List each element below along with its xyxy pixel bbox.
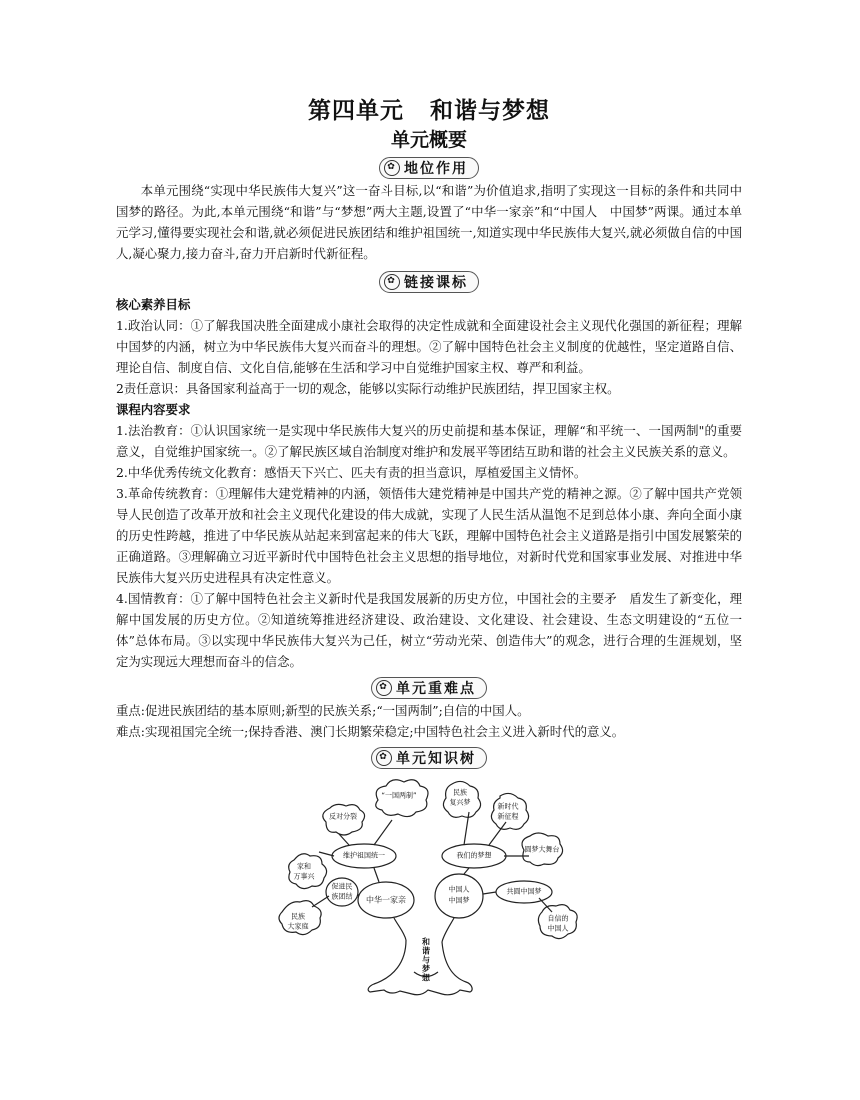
- tree-leaf-one-country: “一国两制”: [381, 791, 417, 800]
- core-goals-heading: 核心素养目标: [116, 297, 191, 312]
- standards-badge-wrap: [116, 268, 742, 292]
- tree-leaf-new-era: 新征程: [497, 812, 519, 821]
- unit-number: 第四单元: [308, 98, 404, 124]
- tree-leaf-realize-dream: 圆梦大舞台: [524, 845, 560, 854]
- tree-leaf-confident: 中国人: [547, 924, 569, 933]
- seal-icon: ✿: [384, 160, 400, 176]
- content-requirements-heading: 课程内容要求: [116, 402, 191, 417]
- tree-leaf-oppose-split: 反对分裂: [329, 812, 357, 821]
- core-goal-item: 1.政治认同：①了解我国决胜全面建成小康社会取得的决定性成就和全面建设社会主义现代化强国的新征程；理解中国梦的内涵，树立为中华民族伟大复兴而奋斗的理想。②了解中国特色社会主义制度的优越性，坚定道路自信、理论自信、制度自信、文化自信,能够在生活和学习中自觉维护国家主权、尊严和利益。: [116, 318, 742, 375]
- seal-icon: ✿: [376, 750, 392, 766]
- document-page: [116, 96, 742, 1004]
- unit-theme: 和谐与梦想: [430, 98, 550, 124]
- seal-icon: ✿: [376, 680, 392, 696]
- tree-node-lesson2a: 中国人: [448, 885, 470, 894]
- tree-node-promote: 促进民: [331, 882, 353, 891]
- core-goal-item: 2责任意识：具备国家利益高于一切的观念，能够以实际行动维护民族团结，捍卫国家主权。: [116, 381, 620, 396]
- tree-leaf-family: 大家庭: [287, 922, 309, 931]
- tree-leaf-revival: 民族: [453, 788, 467, 797]
- tree-badge: [371, 747, 487, 769]
- tree-node-dream: 我们的梦想: [456, 851, 492, 860]
- keypoints-badge-wrap: [116, 674, 742, 698]
- knowledge-tree-drawing: [274, 772, 604, 1004]
- standards-badge: [379, 271, 479, 293]
- keypoints-badge-label: 单元重难点: [396, 680, 476, 697]
- tree-node-lesson2b: 中国梦: [448, 896, 470, 905]
- tree-leaf-revival: 复兴梦: [449, 798, 471, 807]
- tree-badge-wrap: [116, 744, 742, 768]
- tree-leaf-home: 万事兴: [293, 872, 315, 881]
- overview-title: 单元概要: [390, 129, 467, 151]
- position-paragraph: 本单元围绕“实现中华民族伟大复兴”这一奋斗目标,以“和谐”为价值追求,指明了实现这一目标的条件和共同中国梦的路径。为此,本单元围绕“和谐”与“梦想”两大主题,设置了“中华一家亲”和“中国人 中国梦”两课。通过本单元学习,懂得要实现社会和谐,就必须促进民族团结和维护祖国统一,知道实现中华民族伟大复兴,就必须做自信的中国人,凝心聚力,接力奋斗,奋力开启新时代新征程。: [116, 183, 742, 261]
- tree-badge-label: 单元知识树: [396, 750, 476, 767]
- tree-node-unify: 维护祖国统一: [343, 851, 385, 860]
- tree-leaf-confident: 自信的: [547, 914, 569, 923]
- content-item: 3.革命传统教育：①理解伟大建党精神的内涵，领悟伟大建党精神是中国共产党的精神之源。②了解中国共产党领导人民创造了改革开放和社会主义现代化建设的伟大成就，实现了人民生活从温饱不足到总体小康、奔向全面小康的历史性跨越，推进了中华民族从站起来到富起来的伟大飞跃，理解中国特色社会主义道路是指引中国发展繁荣的正确道路。③理解确立习近平新时代中国特色社会主义思想的指导地位，对新时代党和国家事业发展、对推进中华民族伟大复兴历史进程具有决定性意义。: [116, 486, 742, 585]
- tree-node-common-dream: 共圆中国梦: [506, 887, 542, 896]
- keypoints-badge: [371, 677, 487, 699]
- knowledge-tree: [274, 772, 604, 1004]
- tree-node-lesson1: 中华一家亲: [366, 895, 406, 905]
- tree-leaf-new-era: 新时代: [497, 802, 519, 811]
- position-badge: [379, 157, 479, 179]
- position-badge-wrap: [116, 154, 742, 178]
- tree-leaf-family: 民族: [291, 912, 305, 921]
- tree-trunk-label: 和谐与梦想: [421, 937, 431, 983]
- difficult-point-text: 难点:实现祖国完全统一;保持香港、澳门长期繁荣稳定;中国特色社会主义进入新时代的意义。: [116, 724, 625, 739]
- unit-title: [116, 96, 742, 126]
- content-item: 4.国情教育：①了解中国特色社会主义新时代是我国发展新的历史方位，中国社会的主要矛 盾发生了新变化，理解中国发展的历史方位。②知道统筹推进经济建设、政治建设、文化建设、社会建设、生态文明建设的“五位一体”总体布局。③以实现中华民族伟大复兴为己任，树立“劳动光荣、创造伟大”的观念，进行合理的生涯规划，坚定为实现远大理想而奋斗的信念。: [116, 591, 742, 669]
- seal-icon: ✿: [384, 274, 400, 290]
- tree-node-promote: 族团结: [331, 892, 353, 901]
- tree-leaf-home: 家和: [297, 862, 311, 871]
- position-badge-label: 地位作用: [404, 160, 468, 177]
- content-item: 1.法治教育：①认识国家统一是实现中华民族伟大复兴的历史前提和基本保证，理解“和平统一、一国两制"的重要意义，自觉维护国家统一。②了解民族区域自治制度对维护和发展平等团结互助和谐的社会主义民族关系的意义。: [116, 423, 742, 459]
- standards-badge-label: 链接课标: [404, 274, 468, 291]
- key-point-text: 重点:促进民族团结的基本原则;新型的民族关系;“一国两制”;自信的中国人。: [116, 703, 530, 718]
- content-item: 2.中华优秀传统文化教育：感悟天下兴亡、匹夫有责的担当意识，厚植爱国主义情怀。: [116, 465, 587, 480]
